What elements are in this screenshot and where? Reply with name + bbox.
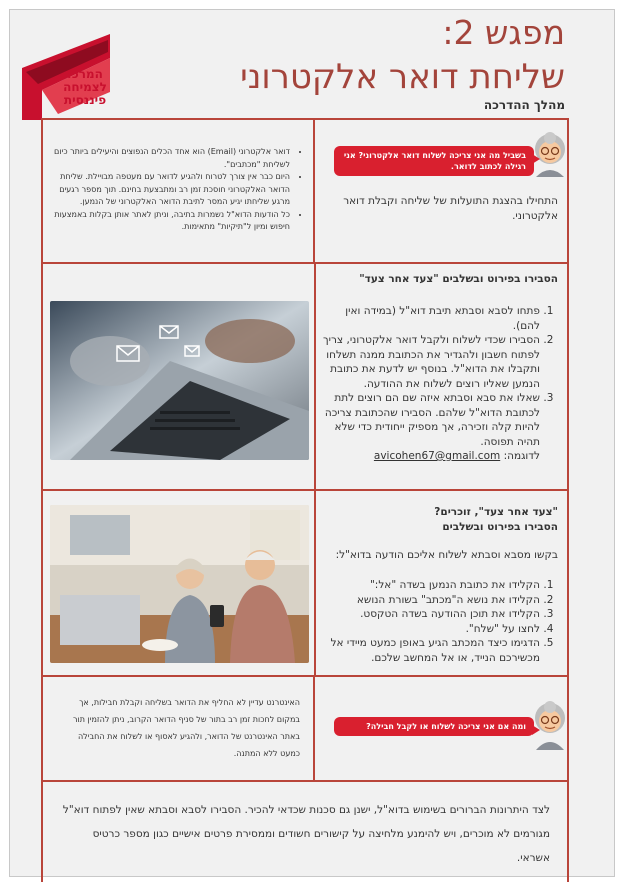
section3-steps [322, 578, 558, 665]
section1-bullets [50, 146, 302, 234]
page-title-line1: מפגש 2: [442, 13, 565, 52]
grid-line-right [567, 118, 569, 882]
section2-step: 1. פתחו לסבא וסבתא תיבת דוא"ל (במידה ואין להם). [322, 304, 540, 333]
grid-line-1 [41, 262, 569, 264]
page-subtitle: מהלך ההדרכה [483, 98, 565, 112]
question-bubble-2: ומה אם אני צריכה לשלוח או לקבל חבילה? [334, 717, 534, 736]
grid-line-mid-4 [313, 675, 315, 780]
grid-line-mid-1 [313, 118, 315, 262]
section1-bullet: • היום כבר אין צורך לטרוח ולהגיע לדואר עם מעטפה מבויילת. שליחת הדואר האלקטרוני חוסכת זמן רב ומתבצעת בחינם. תוך מספר רגעים מרגע שליחתו יגיע המסר לתיבת הדואר האלקטרוני של הנמען. [50, 171, 290, 209]
section2-example [322, 449, 558, 464]
section2-heading: הסבירו בפירוט ובשלבים "צעד אחר צעד" [359, 273, 558, 285]
section3-intro: בקשו מסבא וסבתא לשלוח אליכם הודעה בדוא"ל: [335, 549, 558, 561]
section1-bullet: • כל הודעות הדוא"ל נשמרות בתיבה, וניתן לאתר אותן בקלות באמצעות חיפוש ומיון ל"תיקיות" מתאימות. [50, 209, 290, 234]
section1-intro: התחילו בהצגת התועלות של שליחה וקבלת דואר אלקטרוני. [343, 195, 558, 222]
section3-step: 4. לחצו על "שלח". [322, 622, 540, 637]
grandparents-photo [50, 505, 309, 663]
section2-step: 3. שאלו את סבא וסבתא איזה שם הם רוצים לתת לכתובת הדוא"ל שלהם. הסבירו שהכתובת צריכה להיות קלה וזכירה, אך מספיק ייחודית כדי שלא תהיה תפוסה. [322, 391, 540, 449]
grid-line-top [41, 118, 569, 120]
section3-heading [322, 505, 558, 534]
section3-heading-line1: "צעד אחר צעד", זוכרים? [434, 506, 558, 518]
section3-heading-line2: הסבירו בפירוט ובשלבים [442, 520, 558, 533]
section3-step: 3. הקלידו את תוכן ההודעה בשדה הטקסט. [322, 607, 540, 622]
section3-step: 1. הקלידו את כתובת הנמען בשדה "אל:" [322, 578, 540, 593]
grid-line-4 [41, 780, 569, 782]
footer-text: לצד היתרונות הברורים בשימוש בדוא"ל, ישנן גם סכנות שכדאי להכיר. הסבירו לסבא וסבתא שאין לפתוח דוא"ל מגורמים לא מוכרים, ויש להימנע מלחיצה על קישורים חשודים וממסירת פרטים אישיים כגון מספר כרטיס אשראי. [62, 804, 550, 864]
section2-step: 2. הסבירו שכדי לשלוח ולקבל דואר אלקטרוני, צריך לפתוח חשבון ולהגדיר את הכתובת ממנה תשלחו ותקבלו את הדוא"ל. בנוסף יש לדעת את כתובת הנמען שאליו רוצים לשלוח את ההודעה. [322, 333, 540, 391]
grid-line-mid-2 [314, 262, 316, 489]
section3-step: 2. הקלידו את נושא ה"מכתב" בשורת הנושא [322, 593, 540, 608]
example-email-link[interactable]: avicohen67@gmail.com [373, 450, 501, 462]
section1-bullet: • דואר אלקטרוני (Email) הוא אחד הכלים הנפוצים והיעילים ביותר כיום לשליחת "מכתבים". [50, 146, 290, 171]
question-bubble-1: בשביל מה אני צריכה לשלוח דואר אלקטרוני? אני רגילה לכתוב לדואר. [334, 146, 534, 176]
example-label: לדוגמה: [503, 450, 540, 462]
grid-line-2 [41, 489, 569, 491]
section4-text: האינטרנט עדיין לא החליף את הדואר בשליחה וקבלת חבילות, אך במקום לחכות זמן רב בתור של סניף הדואר הקרוב, ניתן להזמין תור באתר האינטרנט של הדואר, ולהגיע לאסוף או לשלוח את החבילה כמעט ללא המתנה. [73, 698, 300, 758]
section2-steps [322, 304, 558, 464]
page-title-line2: שליחת דואר אלקטרוני [240, 57, 565, 97]
logo-text: המרכז לצמיחה פיננסית [63, 67, 107, 107]
grid-line-3 [41, 675, 569, 677]
grid-line-left [41, 118, 43, 882]
grid-line-mid-3 [314, 489, 316, 675]
section3-step: 5. הדגימו כיצד המכתב הגיע באופן כמעט מיידי אל מכשירכם הנייד, או אל המחשב שלכם. [322, 636, 540, 665]
laptop-email-photo [50, 301, 309, 460]
